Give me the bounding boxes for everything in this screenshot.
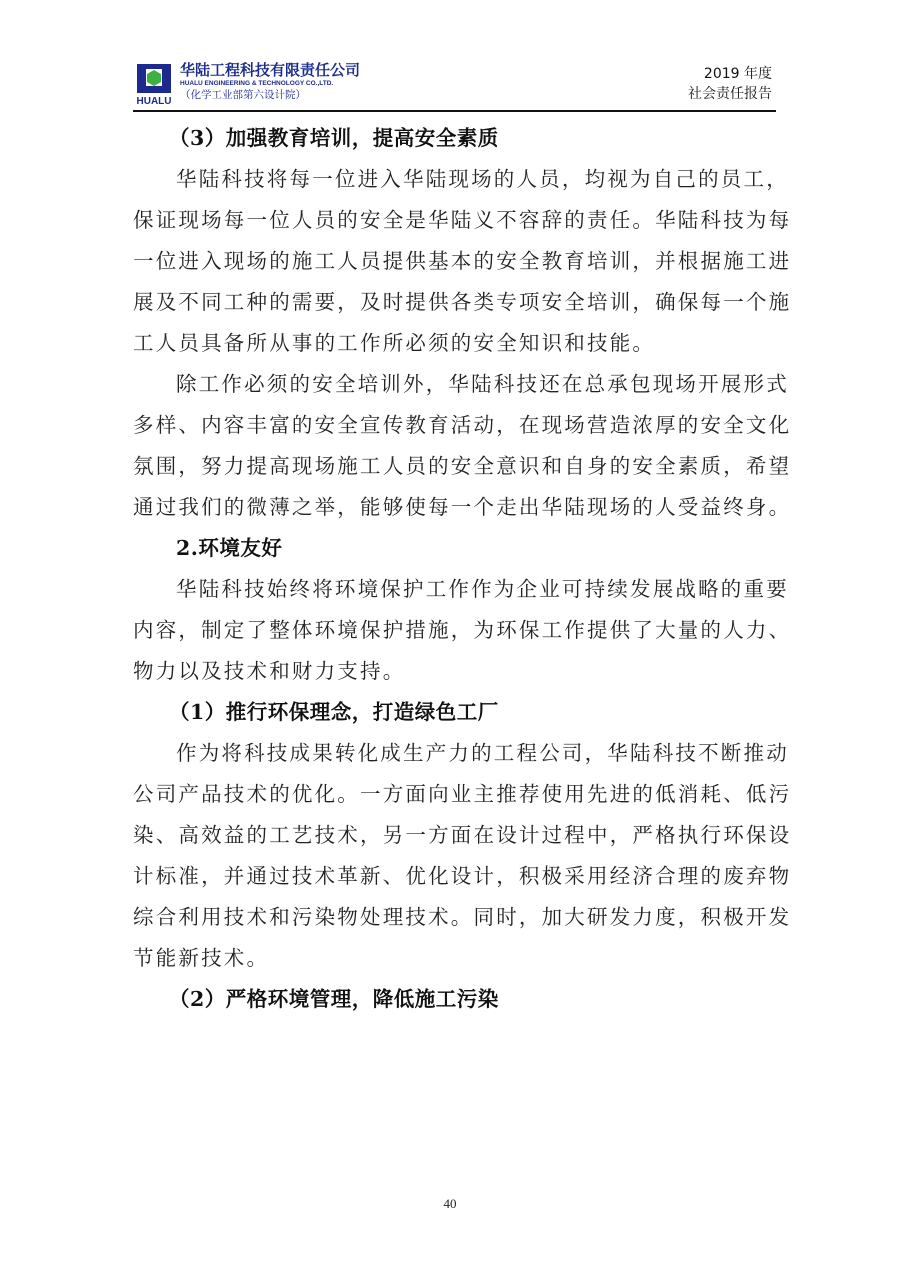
- paragraph-line: 展及不同工种的需要，及时提供各类专项安全培训，确保每一个施: [133, 290, 792, 314]
- company-name-en: HUALU ENGINEERING & TECHNOLOGY CO.,LTD.: [180, 80, 334, 87]
- paragraph-line: 综合利用技术和污染物处理技术。同时，加大研发力度，积极开发: [133, 905, 792, 929]
- paragraph-line: 节能新技术。: [133, 946, 270, 970]
- paragraph-line: 作为将科技成果转化成生产力的工程公司，华陆科技不断推动: [176, 741, 789, 765]
- report-year: 2019 年度: [703, 66, 772, 82]
- paragraph-line: 华陆科技将每一位进入华陆现场的人员，均视为自己的员工，: [176, 167, 789, 191]
- paragraph-line: 计标准，并通过技术革新、优化设计，积极采用经济合理的废弃物: [133, 864, 792, 888]
- company-name-cn: 华陆工程科技有限责任公司: [180, 61, 361, 79]
- company-subtitle: （化学工业部第六设计院）: [180, 89, 306, 101]
- hualu-logo-icon: [133, 62, 175, 106]
- paragraph-line: 华陆科技始终将环境保护工作作为企业可持续发展战略的重要: [176, 577, 789, 601]
- page-number: 40: [443, 1196, 457, 1211]
- paragraph-line: 多样、内容丰富的安全宣传教育活动，在现场营造浓厚的安全文化: [133, 413, 792, 437]
- paragraph-line: 工人员具备所从事的工作所必须的安全知识和技能。: [133, 331, 656, 355]
- report-title-block: [688, 64, 772, 104]
- section-heading: （2）严格环境管理，降低施工污染: [169, 987, 499, 1011]
- paragraph-line: 氛围，努力提高现场施工人员的安全意识和自身的安全素质，希望: [133, 454, 792, 478]
- paragraph-line: 一位进入现场的施工人员提供基本的安全教育培训，并根据施工进: [133, 249, 792, 273]
- page-header: [133, 60, 776, 110]
- paragraph-line: 物力以及技术和财力支持。: [133, 659, 406, 683]
- paragraph-line: 通过我们的微薄之举，能够使每一个走出华陆现场的人受益终身。: [133, 495, 792, 519]
- company-block: [180, 62, 360, 103]
- document-body: [133, 118, 792, 1020]
- section-heading: （1）推行环保理念，打造绿色工厂: [169, 700, 499, 724]
- svg-text:HUALU: HUALU: [136, 96, 172, 106]
- section-heading: 2.环境友好: [176, 536, 283, 560]
- paragraph-line: 保证现场每一位人员的安全是华陆义不容辞的责任。华陆科技为每: [133, 208, 792, 232]
- report-title: 社会责任报告: [688, 86, 772, 102]
- paragraph-line: 公司产品技术的优化。一方面向业主推荐使用先进的低消耗、低污: [133, 782, 792, 806]
- paragraph-line: 染、高效益的工艺技术，另一方面在设计过程中，严格执行环保设: [133, 823, 792, 847]
- paragraph-line: 内容，制定了整体环境保护措施，为环保工作提供了大量的人力、: [133, 618, 792, 642]
- header-divider: [133, 110, 776, 112]
- paragraph-line: 除工作必须的安全培训外，华陆科技还在总承包现场开展形式: [176, 372, 789, 396]
- section-heading: （3）加强教育培训，提高安全素质: [169, 126, 499, 150]
